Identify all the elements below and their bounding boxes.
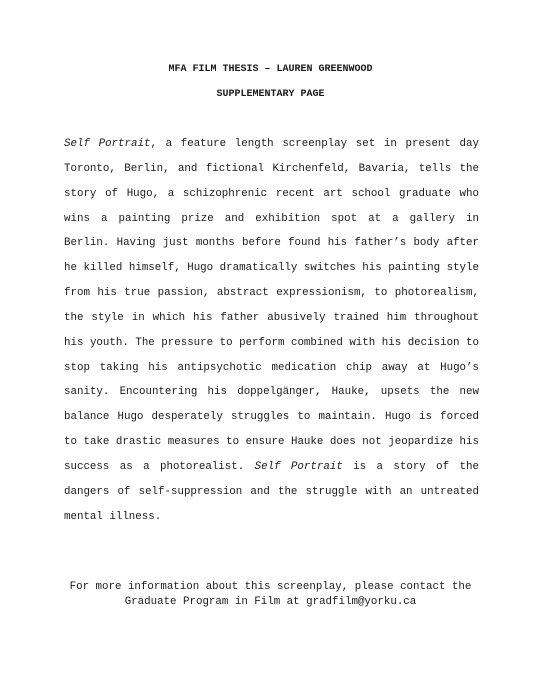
synopsis-line: story of Hugo, a schizophrenic recent art school graduate who [64, 187, 479, 200]
work-title: Self Portrait [254, 460, 343, 473]
synopsis-line: his youth. The pressure to perform combined with his decision to [64, 336, 479, 349]
synopsis-line: he killed himself, Hugo dramatically switches his painting style [64, 262, 479, 275]
work-title: Self Portrait [64, 138, 151, 150]
synopsis-line [64, 455, 479, 480]
synopsis-line: the style in which his father abusively trained him throughout [64, 311, 479, 324]
contact-line: For more information about this screenplay, please contact the [69, 581, 472, 593]
synopsis-line: to take drastic measures to ensure Hauke does not jeopardize his [64, 436, 479, 449]
contact-line: Graduate Program in Film at gradfilm@yorku.ca [124, 595, 417, 608]
synopsis-text: success as a photorealist. [64, 460, 255, 473]
synopsis-line: sanity. Encountering his doppelgänger, Hauke, upsets the new [64, 386, 479, 399]
synopsis-text: , a feature length screenplay set in present day [150, 138, 479, 150]
contact-footer [0, 580, 541, 609]
page-subtitle: SUPPLEMENTARY PAGE [216, 89, 325, 100]
synopsis-line: Toronto, Berlin, and fictional Kirchenfeld, Bavaria, tells the [64, 162, 479, 175]
synopsis-line: balance Hugo desperately struggles to maintain. Hugo is forced [64, 411, 479, 424]
synopsis-text: is a story of the [342, 460, 479, 473]
synopsis-line: mental illness. [64, 510, 162, 523]
synopsis-line: stop taking his antipsychotic medication chip away at Hugo’s [64, 361, 479, 374]
synopsis-line: from his true passion, abstract expressionism, to photorealism, [64, 287, 479, 300]
synopsis-line: Berlin. Having just months before found his father’s body after [64, 237, 479, 250]
thesis-title: MFA FILM THESIS – LAUREN GREENWOOD [168, 64, 373, 75]
synopsis-line: dangers of self-suppression and the struggle with an untreated [64, 485, 479, 498]
synopsis-paragraph [64, 132, 479, 530]
synopsis-line [64, 132, 479, 157]
synopsis-line: wins a painting prize and exhibition spot at a gallery in [64, 212, 479, 225]
